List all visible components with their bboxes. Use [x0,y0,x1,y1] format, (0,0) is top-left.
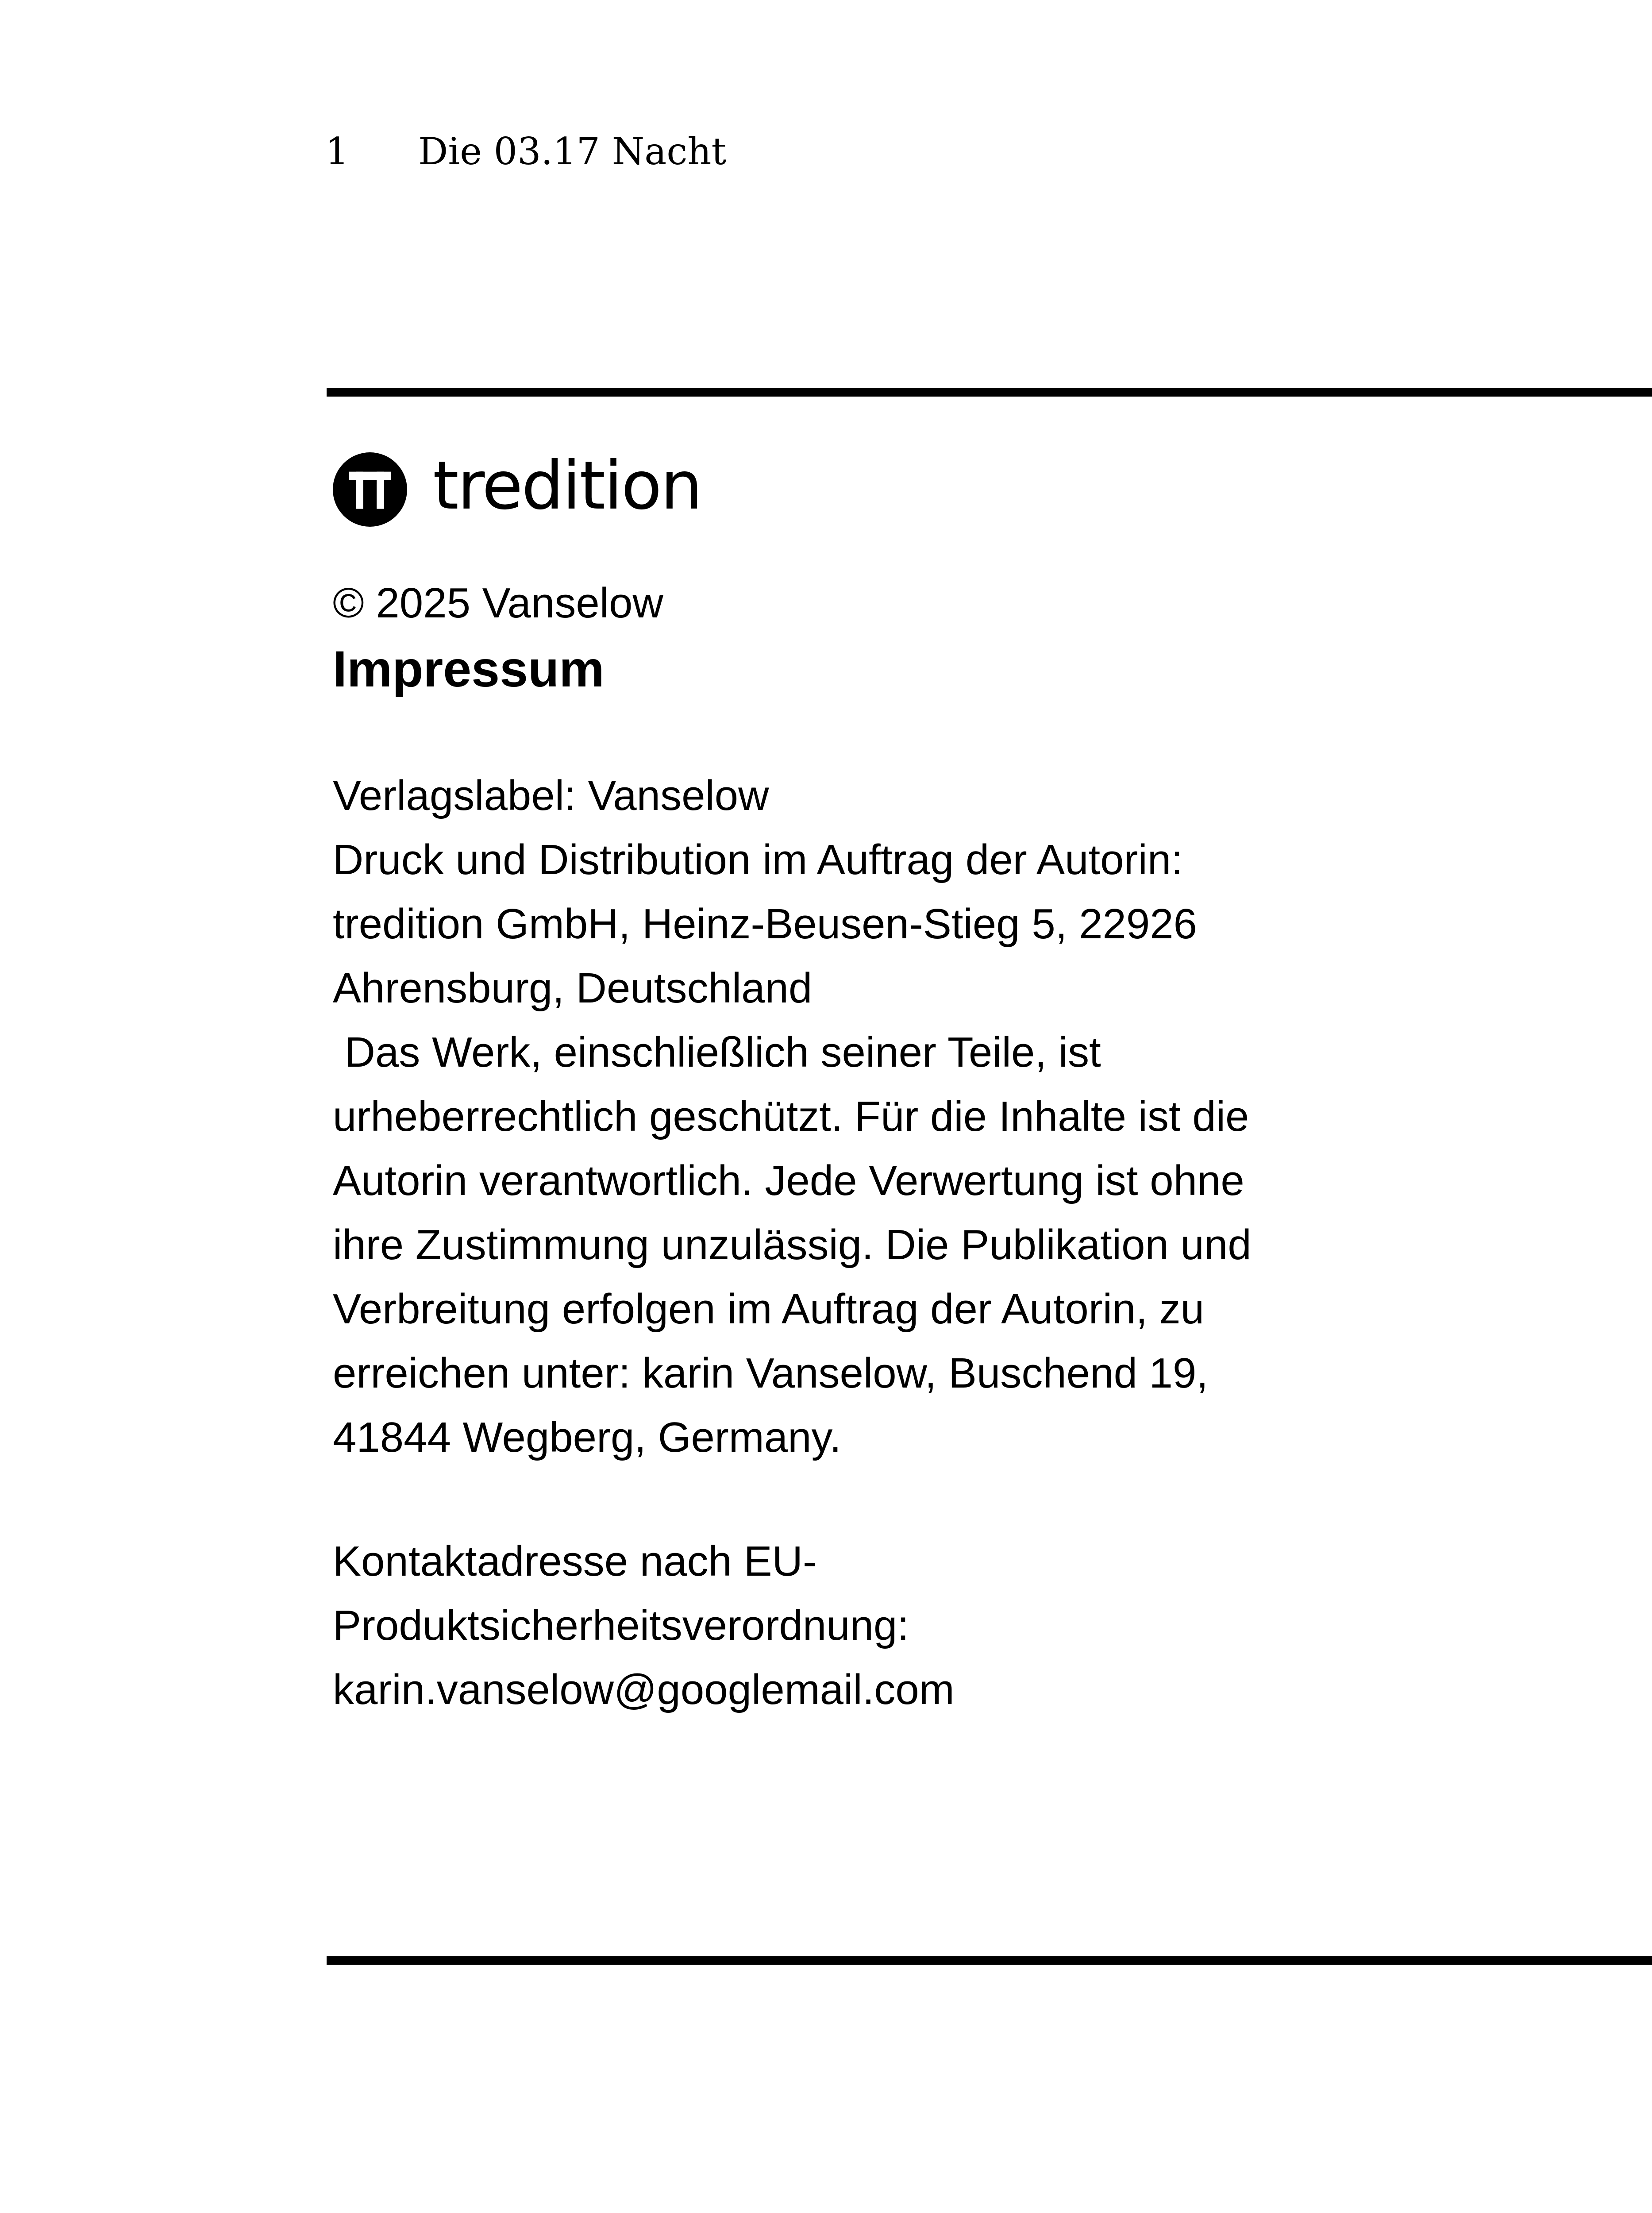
page-number: 1 [325,130,349,173]
page-title: Impressum [333,641,605,698]
page-header [325,130,727,173]
text-line: Autorin verantwortlich. Jede Verwertung ist ohne [333,1157,1244,1204]
running-title: Die 03.17 Nacht [418,130,727,173]
top-divider [327,388,1652,397]
imprint-content [333,571,1351,1722]
contact-info [333,1529,1351,1722]
text-line: Verbreitung erfolgen im Auftrag der Autorin, zu [333,1285,1205,1333]
tredition-logo [333,447,701,527]
text-line: tredition GmbH, Heinz-Beusen-Stieg 5, 22926 [333,900,1198,948]
bottom-divider [327,1956,1652,1965]
text-line: Druck und Distribution im Auftrag der Autorin: [333,836,1183,883]
text-line: ihre Zustimmung unzulässig. Die Publikation und [333,1221,1252,1268]
text-line: 41844 Wegberg, Germany. [333,1414,842,1461]
text-line: Das Werk, einschließlich seiner Teile, ist [333,1029,1101,1076]
text-line: Produktsicherheitsverordnung: [333,1602,909,1649]
text-line: Kontaktadresse nach EU- [333,1538,817,1585]
text-line: Ahrensburg, Deutschland [333,964,813,1012]
text-line: urheberrechtlich geschützt. Für die Inhalte ist die [333,1093,1249,1140]
publisher-info [333,763,1351,1469]
copyright-notice: © 2025 Vanselow [333,579,663,627]
text-line: Verlagslabel: Vanselow [333,772,769,819]
text-line: erreichen unter: karin Vanselow, Buschend 19, [333,1349,1209,1397]
tredition-logo-icon [333,452,407,527]
tredition-wordmark: tredition [433,447,701,524]
contact-email: karin.vanselow@googlemail.com [333,1666,955,1713]
